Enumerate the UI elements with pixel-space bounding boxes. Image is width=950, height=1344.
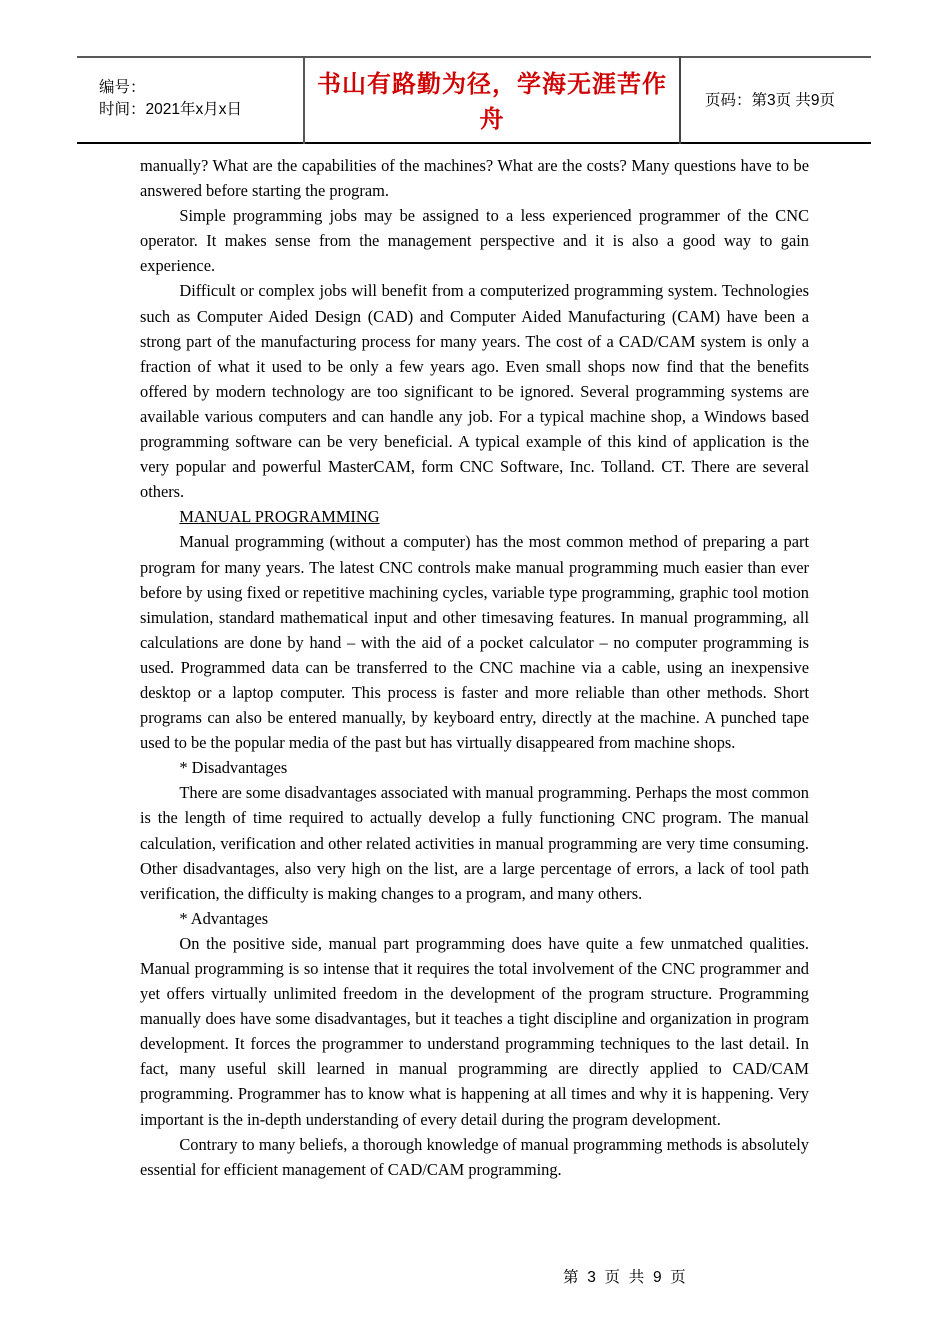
header-cell-page-info <box>680 57 871 143</box>
paragraph-simple-programming: Simple programming jobs may be assigned to a less experienced programmer of the CNC operator. It makes sense from the management perspective and it is also a good way to gain experience. <box>140 206 809 276</box>
header-row <box>77 57 871 143</box>
subheading-advantages: * Advantages <box>179 908 269 928</box>
paragraph-manual-programming: Manual programming (without a computer) has the most common method of preparing a part program for many years. The latest CNC controls make manual programming much easier than ever before by using fixed or repetitive machining cycles, variable type programming, graphic tool motion simulation, standard mathematical input and other timesaving features. In manual programming, all calculations are done by hand – with the aid of a pocket calculator – no computer programming is used. Programmed data can be transferred to the CNC machine via a cable, using an inexpensive desktop or a laptop computer. This process is faster and more reliable than other methods. Short programs can also be entered manually, by keyboard entry, directly at the machine. A punched tape used to be the popular media of the past but has virtually disappeared from machine shops. <box>140 532 809 753</box>
page-header-table <box>77 56 871 144</box>
header-cell-motto <box>304 57 680 143</box>
document-date-label: 时间：2021年x月x日 <box>99 101 242 118</box>
subheading-disadvantages: * Disadvantages <box>179 758 288 778</box>
footer-page-number: 第 3 页 共 9 页 <box>563 1269 688 1286</box>
document-body <box>140 153 809 1182</box>
paragraph-continuation: manually? What are the capabilities of the machines? What are the costs? Many questions have to be answered before starting the program. <box>140 156 809 201</box>
section-heading-text: MANUAL PROGRAMMING <box>179 507 380 527</box>
header-page-number-text: 页码：第3页 共9页 <box>705 92 836 109</box>
section-heading-manual-programming <box>140 504 809 529</box>
paragraph-computerized-systems: Difficult or complex jobs will benefit from a computerized programming system. Technologies such as Computer Aided Design (CAD) and Computer Aided Manufacturing (CAM) have been a strong part of the manufacturing process for many years. The cost of a CAD/CAM system is only a fraction of what it used to be only a few years ago. Even small shops now find that the benefits offered by modern technology are too significant to be ignored. Several programming systems are available various computers and can handle any job. For a typical machine shop, a Windows based programming software can be very beneficial. A typical example of this kind of application is the very popular and powerful MasterCAM, form CNC Software, Inc. Tolland. CT. There are several others. <box>140 281 809 502</box>
motto-text: 书山有路勤为径，学海无涯苦作舟 <box>317 72 667 133</box>
header-cell-document-info <box>77 57 304 143</box>
paragraph-advantages: On the positive side, manual part programming does have quite a few unmatched qualities. Manual programming is so intense that it requires the total involvement of the CNC programmer and yet offers virtually unlimited freedom in the development of the program structure. Programming manually does have some disadvantages, but it teaches a tight discipline and organization in program development. It forces the programmer to understand programming techniques to the last detail. In fact, many useful skill learned in manual programming are directly applied to CAD/CAM programming. Programmer has to know what is happening at all times and why it is happening. Very important is the in-depth understanding of every detail during the program development. <box>140 933 809 1129</box>
paragraph-conclusion: Contrary to many beliefs, a thorough knowledge of manual programming methods is absolutely essential for efficient management of CAD/CAM programming. <box>140 1134 809 1179</box>
paragraph-disadvantages: There are some disadvantages associated with manual programming. Perhaps the most common is the length of time required to actually develop a fully functioning CNC program. The manual calculation, verification and other related activities in manual programming are very time consuming. Other disadvantages, also very high on the list, are a large percentage of errors, a lack of tool path verification, the difficulty is making changes to a program, and many others. <box>140 783 809 903</box>
document-number-label: 编号： <box>99 78 146 96</box>
